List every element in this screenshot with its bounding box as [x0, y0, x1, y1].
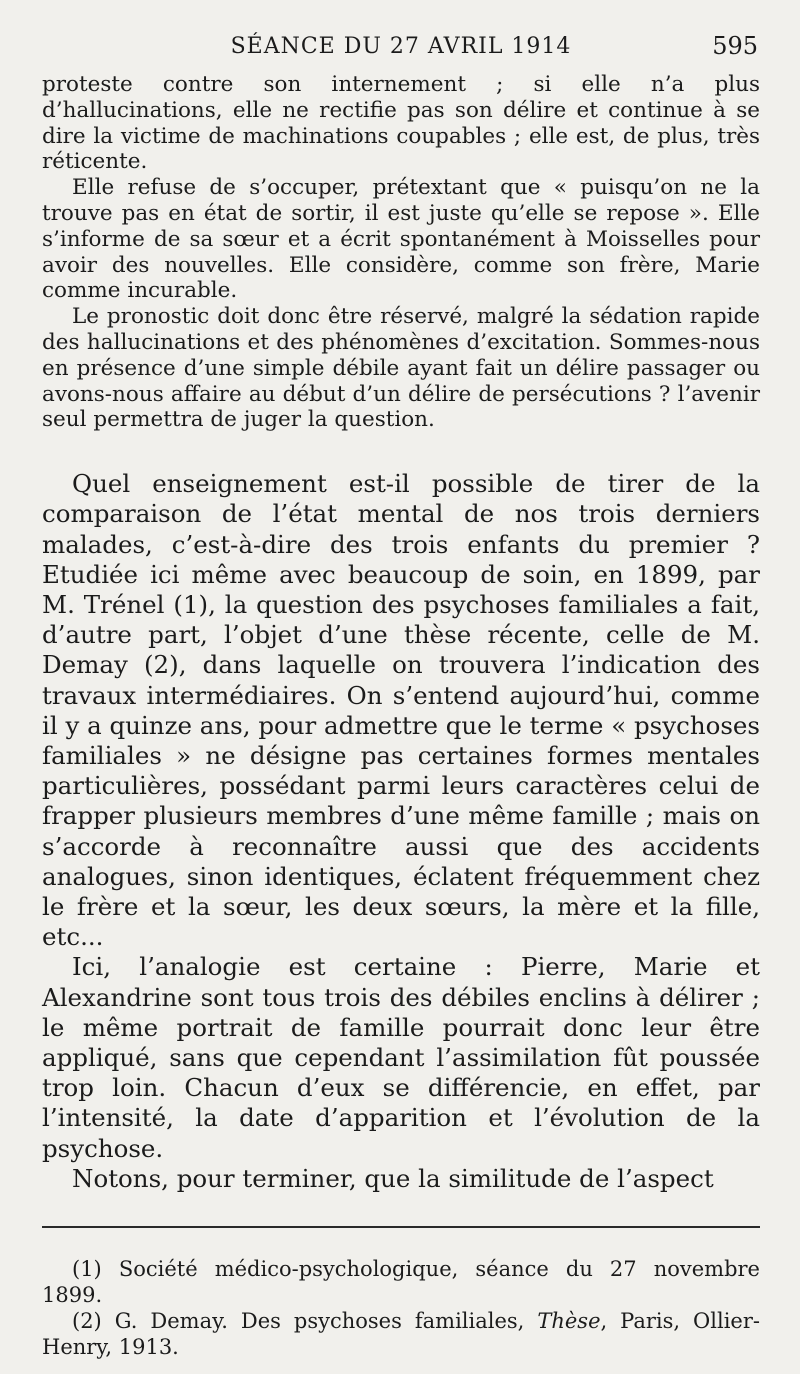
page-number: 595: [712, 32, 758, 60]
footnote-2: [42, 1308, 760, 1360]
footnote-2-rest: , Paris, Ollier-Henry, 1913.: [42, 1309, 760, 1359]
footnotes: [42, 1226, 760, 1360]
running-title: SÉANCE DU 27 AVRIL 1914: [230, 34, 572, 59]
large-type-section: [42, 469, 760, 1194]
footnote-1: (1) Société médico-psychologique, séance du 27 novembre 1899.: [42, 1257, 760, 1307]
paragraph: proteste contre son internement ; si elle n’a plus d’hallucinations, elle ne rectifie pas son délire et continue à se dire la victime de machinations coupables ; elle est, de plus, très réticente.: [42, 72, 760, 175]
paragraph: Notons, pour terminer, que la similitude de l’aspect: [72, 1163, 714, 1193]
footnote-2-italic: Thèse: [537, 1309, 601, 1333]
paragraph: Ici, l’analogie est certaine : Pierre, Marie et Alexandrine sont tous trois des débiles enclins à délirer ; le même portrait de famille pourrait donc leur être appliqué, sans que cependant l’assimilation fût poussée trop loin. Chacun d’eux se différencie, en effet, par l’intensité, la date d’apparition et l’évolution de la psychose.: [42, 952, 760, 1163]
paragraph: Le pronostic doit donc être réservé, malgré la sédation rapide des hallucinations et des phénomènes d’excitation. Sommes-nous en présence d’une simple débile ayant fait un délire passager ou avons-nous affaire au début d’un délire de persécutions ? l’avenir seul permettra de juger la question.: [42, 304, 760, 433]
paragraph: Quel enseignement est-il possible de tirer de la comparaison de l’état mental de nos trois derniers malades, c’est-à-dire des trois enfants du premier ? Etudiée ici même avec beaucoup de soin, en 1899, par M. Trénel (1), la question des psychoses familiales a fait, d’autre part, l’objet d’une thèse récente, celle de M. Demay (2), dans laquelle on trouvera l’indication des travaux intermédiaires. On s’entend aujourd’hui, comme il y a quinze ans, pour admettre que le terme « psychoses familiales » ne désigne pas certaines formes mentales particulières, possédant parmi leurs caractères celui de frapper plusieurs membres d’une même famille ; mais on s’accorde à reconnaître aussi que des accidents analogues, sinon identiques, éclatent fréquemment chez le frère et la sœur, les deux sœurs, la mère et la fille, etc...: [42, 469, 760, 952]
small-type-section: [42, 72, 760, 433]
footnote-2-text: (2) G. Demay. Des psychoses familiales,: [72, 1309, 538, 1333]
paragraph: Elle refuse de s’occuper, prétextant que « puisqu’on ne la trouve pas en état de sortir, il est juste qu’elle se repose ». Elle s’informe de sa sœur et a écrit spontanément à Moisselles pour avoir des nouvelles. Elle considère, comme son frère, Marie comme incurable.: [42, 175, 760, 304]
running-head: [42, 32, 760, 72]
